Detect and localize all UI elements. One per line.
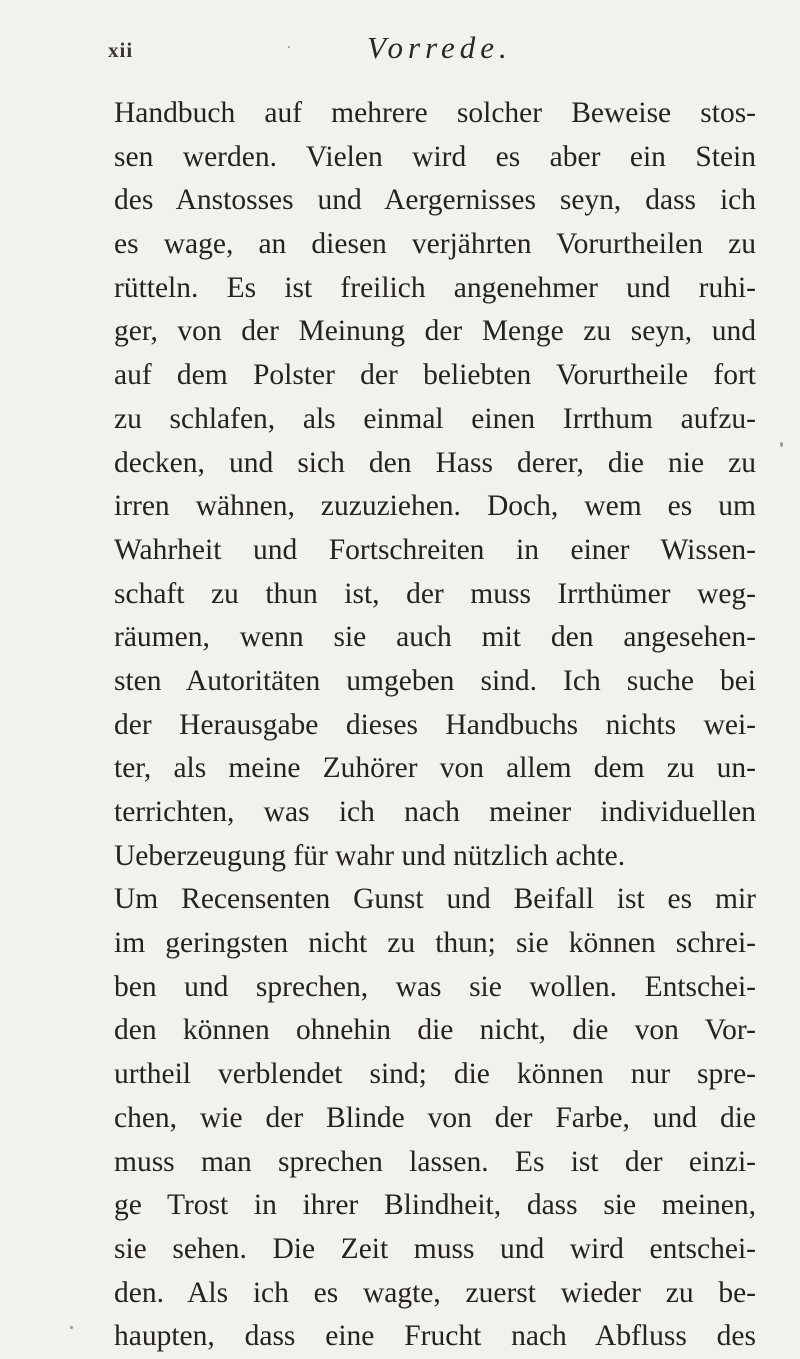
text-line: Ueberzeugung für wahr und nützlich achte. [114,839,626,872]
text-line: ben und sprechen, was sie wollen. Entschei- [114,970,756,1003]
text-line: chen, wie der Blinde von der Farbe, und die [114,1101,756,1134]
text-line: muss man sprechen lassen. Es ist der einzi- [114,1145,756,1178]
text-line: haupten, dass eine Frucht nach Abfluss des [114,1320,756,1353]
text-line: decken, und sich den Hass derer, die nie zu [114,446,756,479]
text-line: rütteln. Es ist freilich angenehmer und ruhi- [114,271,756,304]
text-line: Um Recensenten Gunst und Beifall ist es mir [114,883,756,916]
text-line: ger, von der Meinung der Menge zu seyn, und [114,315,756,348]
text-line: sie sehen. Die Zeit muss und wird entschei- [114,1232,756,1265]
text-line: des Anstosses und Aergernisses seyn, dass ich [114,184,756,217]
text-line: im geringsten nicht zu thun; sie können schrei- [114,927,756,960]
text-line: den können ohnehin die nicht, die von Vor- [114,1014,756,1047]
text-line: räumen, wenn sie auch mit den angesehen- [114,621,756,654]
text-line: es wage, an diesen verjährten Vorurtheilen zu [114,228,756,261]
page-number: xii [108,38,134,62]
paper-speck [70,1326,73,1329]
text-line: Handbuch auf mehrere solcher Beweise stos- [114,97,756,129]
paper-speck [780,442,783,447]
text-line: terrichten, was ich nach meiner individuellen [114,796,756,828]
text-line: sten Autoritäten umgeben sind. Ich suche bei [114,664,756,697]
running-head: Vorrede. [367,30,512,65]
text-line: Wahrheit und Fortschreiten in einer Wissen- [114,533,756,566]
body-text [114,92,756,1359]
text-line: ter, als meine Zuhörer von allem dem zu un- [114,752,756,785]
text-line: den. Als ich es wagte, zuerst wieder zu be- [114,1276,756,1309]
text-line: ge Trost in ihrer Blindheit, dass sie meinen, [114,1189,756,1222]
text-line: auf dem Polster der beliebten Vorurtheile fort [114,359,756,392]
text-line: urtheil verblendet sind; die können nur spre- [114,1058,756,1091]
text-line: sen werden. Vielen wird es aber ein Stein [114,140,756,173]
text-line: der Herausgabe dieses Handbuchs nichts wei- [114,708,756,741]
page-header [0,28,800,78]
text-line: schaft zu thun ist, der muss Irrthümer weg- [114,577,756,610]
text-line: zu schlafen, als einmal einen Irrthum aufzu- [114,402,756,435]
paper-speck [288,46,290,48]
text-line: irren wähnen, zuzuziehen. Doch, wem es um [114,490,756,523]
